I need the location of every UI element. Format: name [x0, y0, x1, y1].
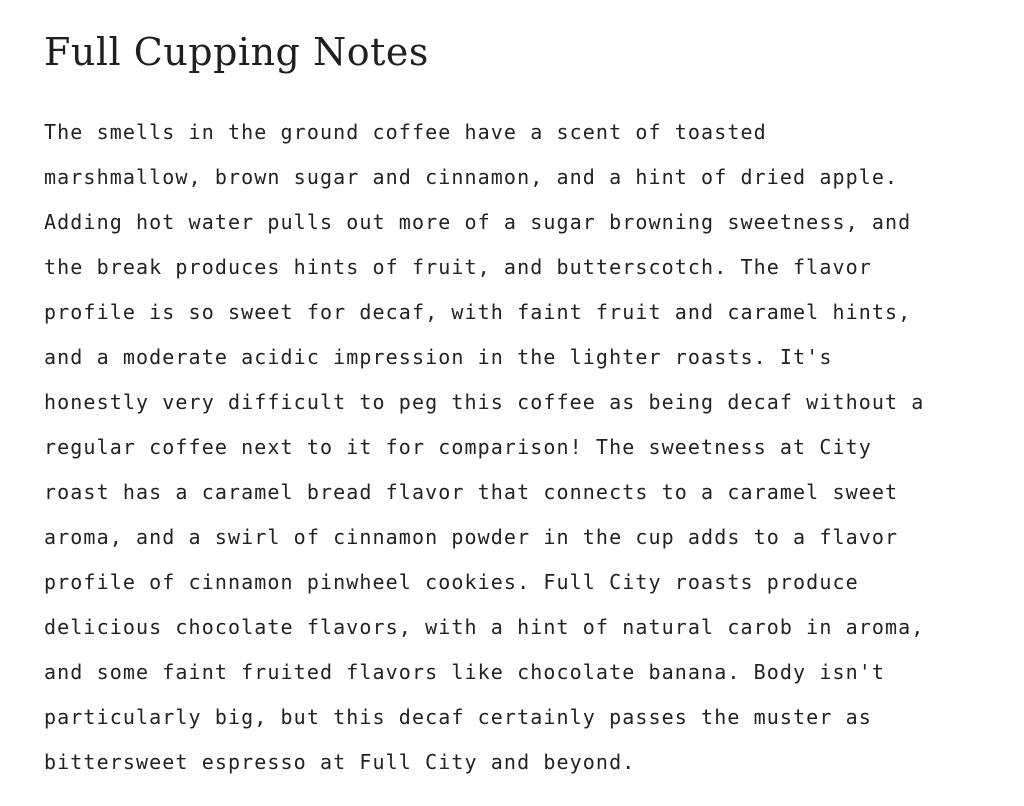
paragraph-line: delicious chocolate flavors, with a hint of natural carob in aroma, [44, 615, 925, 639]
paragraph-line: The smells in the ground coffee have a scent of toasted [44, 120, 767, 144]
paragraph-line: Adding hot water pulls out more of a sugar browning sweetness, and [44, 210, 912, 234]
paragraph-line: and some faint fruited flavors like chocolate banana. Body isn't [44, 660, 886, 684]
paragraph-line: bittersweet espresso at Full City and beyond. [44, 750, 636, 774]
paragraph-line: the break produces hints of fruit, and butterscotch. The flavor [44, 255, 872, 279]
cupping-notes-paragraph [44, 110, 984, 785]
paragraph-line: and a moderate acidic impression in the lighter roasts. It's [44, 345, 833, 369]
paragraph-line: roast has a caramel bread flavor that connects to a caramel sweet [44, 480, 899, 504]
paragraph-line: regular coffee next to it for comparison! The sweetness at City [44, 435, 872, 459]
paragraph-line: marshmallow, brown sugar and cinnamon, and a hint of dried apple. [44, 165, 899, 189]
paragraph-line: aroma, and a swirl of cinnamon powder in the cup adds to a flavor [44, 525, 899, 549]
paragraph-line: profile of cinnamon pinwheel cookies. Full City roasts produce [44, 570, 859, 594]
paragraph-line: particularly big, but this decaf certainly passes the muster as [44, 705, 872, 729]
paragraph-line: honestly very difficult to peg this coffee as being decaf without a [44, 390, 925, 414]
cupping-notes-section [44, 26, 984, 785]
page-title: Full Cupping Notes [44, 30, 429, 74]
paragraph-line: profile is so sweet for decaf, with faint fruit and caramel hints, [44, 300, 912, 324]
